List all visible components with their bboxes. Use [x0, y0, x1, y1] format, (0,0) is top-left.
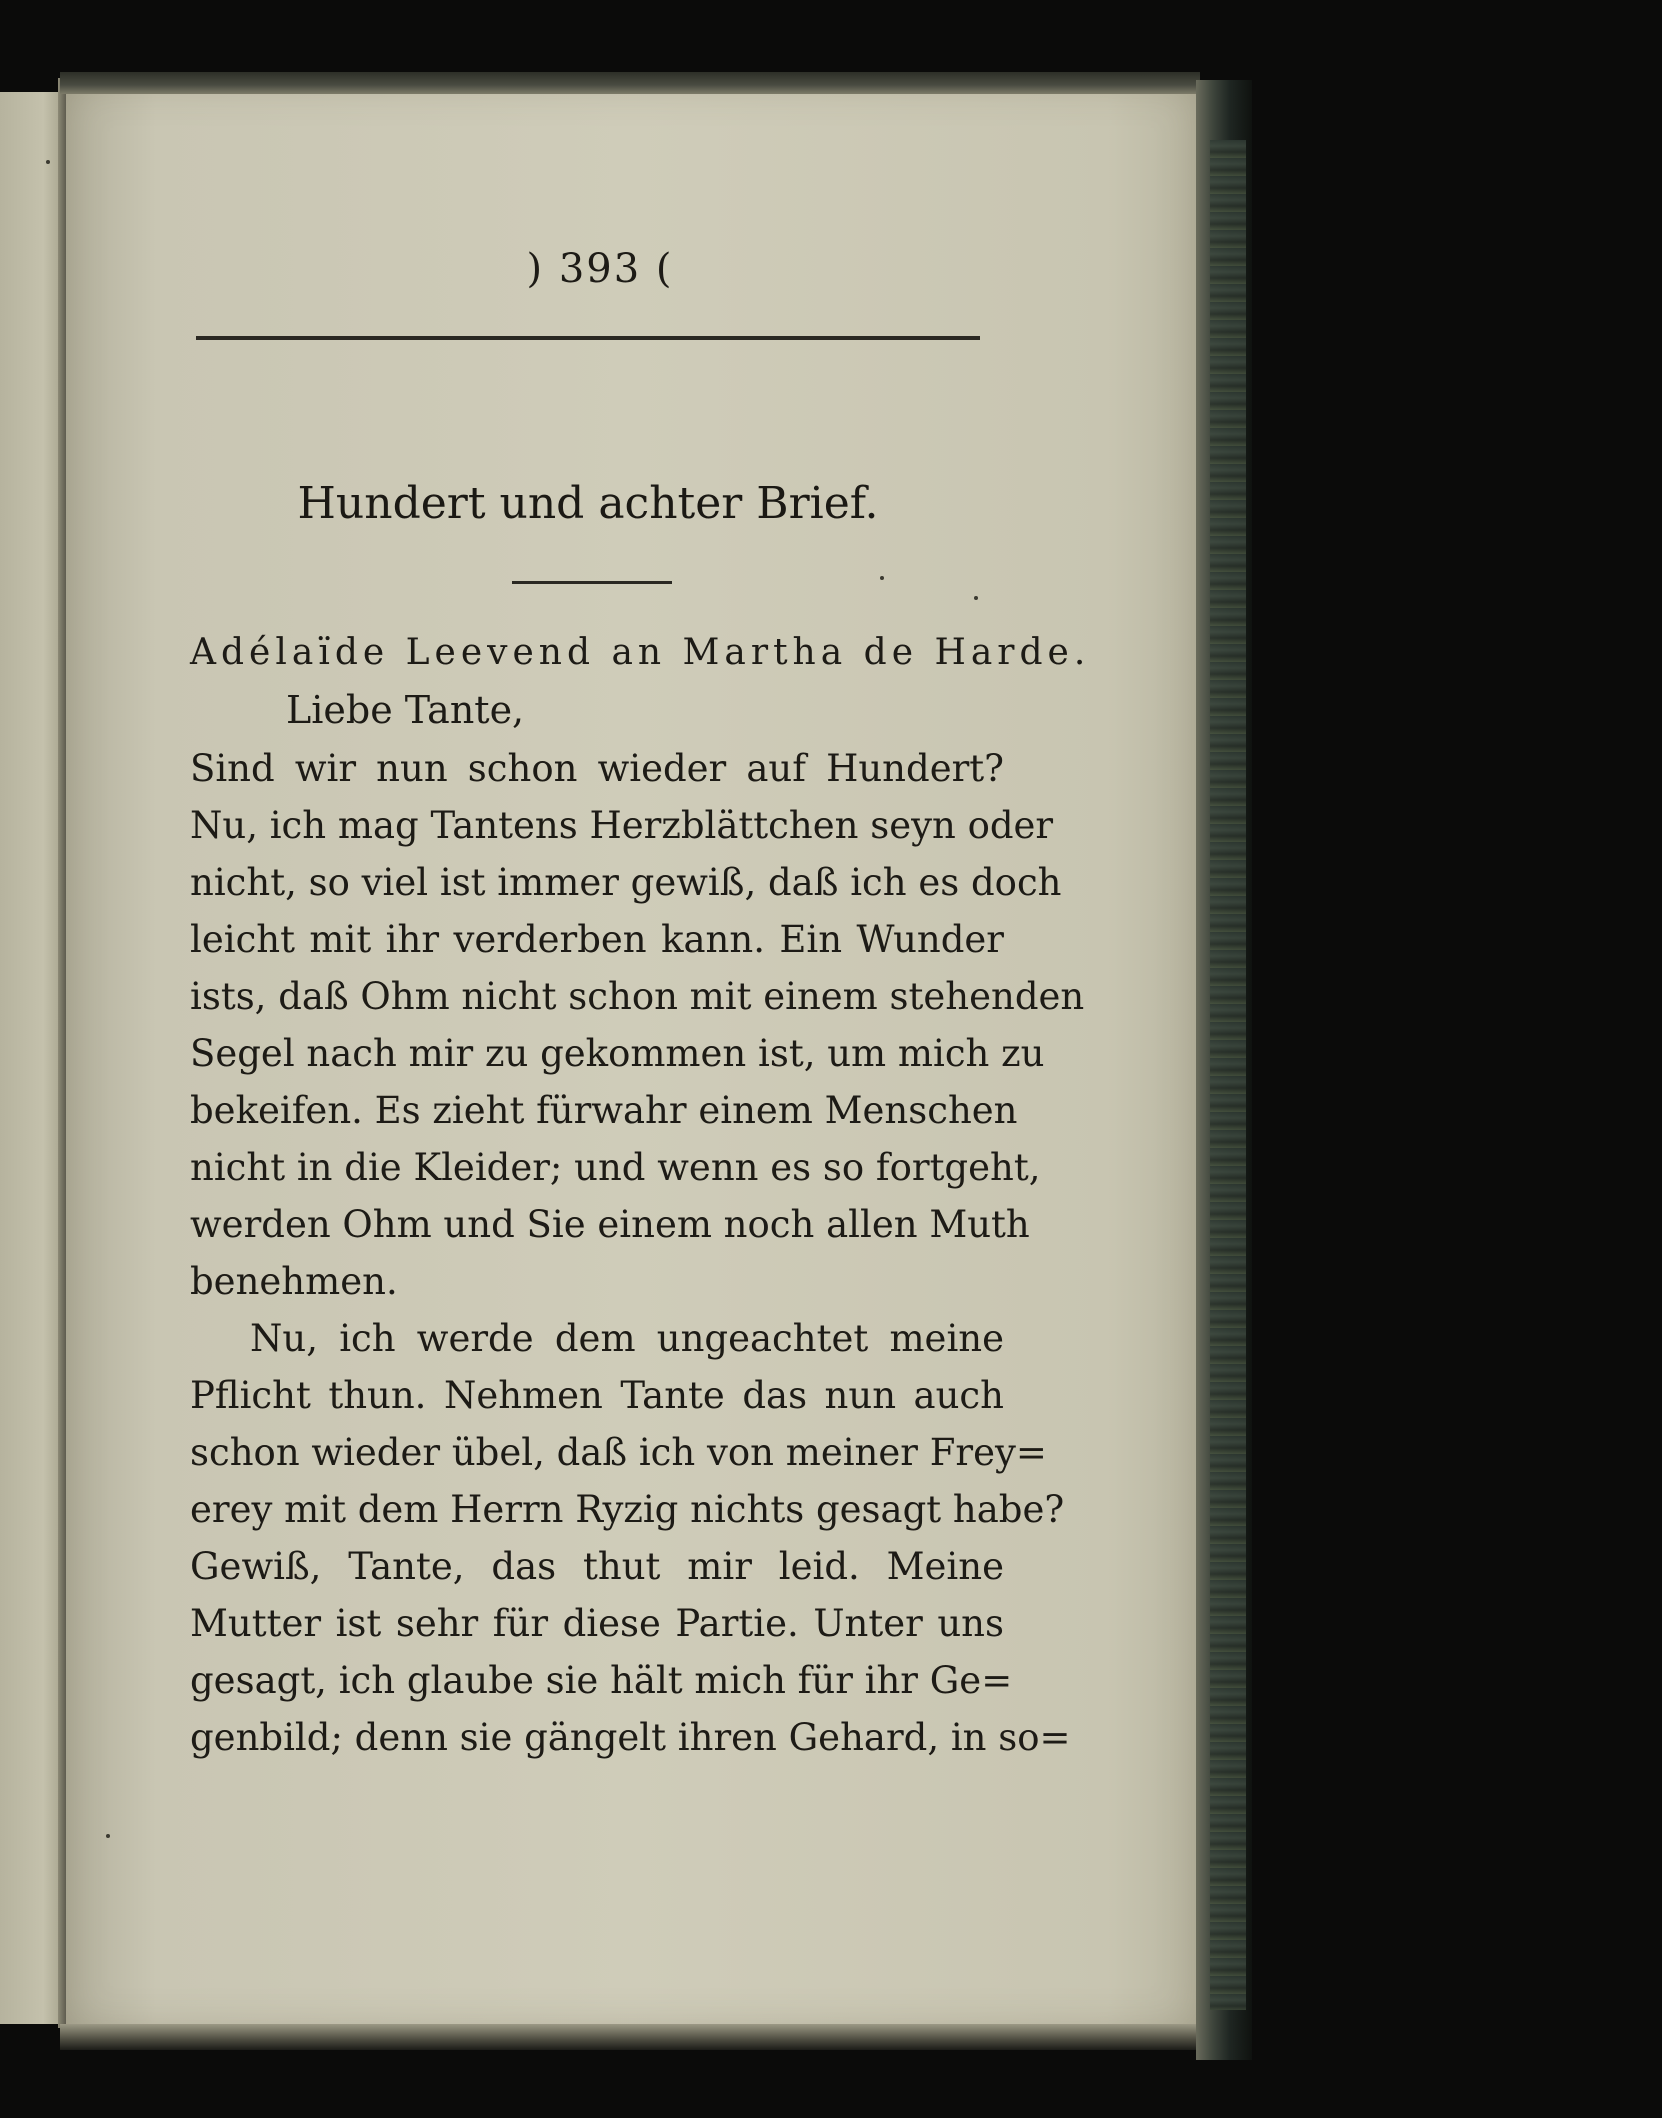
page-speck [46, 160, 50, 164]
page-speck [880, 576, 884, 580]
text-line: genbild; denn sie gängelt ihren Gehard, in so= [190, 1716, 1071, 1759]
letter-body [190, 740, 1085, 1766]
text-line: nicht in die Kleider; und wenn es so fortgeht, [190, 1146, 1041, 1189]
text-line: benehmen. [190, 1260, 398, 1303]
text-line: schon wieder übel, daß ich von meiner Frey= [190, 1431, 1047, 1474]
text-line: erey mit dem Herrn Ryzig nichts gesagt habe? [190, 1488, 1065, 1531]
page-speck [106, 1834, 110, 1838]
text-line: Nu, ich werde dem ungeachtet meine [250, 1317, 1004, 1360]
text-line: Gewiß, Tante, das thut mir leid. Meine [190, 1545, 1004, 1588]
letter-salutation: Liebe Tante, [286, 688, 525, 732]
text-line: gesagt, ich glaube sie hält mich für ihr Ge= [190, 1659, 1013, 1702]
text-line: Pflicht thun. Nehmen Tante das nun auch [190, 1374, 1004, 1417]
text-line: ists, daß Ohm nicht schon mit einem stehenden [190, 975, 1085, 1018]
page-speck [974, 596, 978, 600]
header-rule [196, 336, 980, 340]
text-line: werden Ohm und Sie einem noch allen Muth [190, 1203, 1030, 1246]
letter-from-to: Adélaïde Leevend an Martha de Harde. [190, 632, 1091, 673]
title-rule [512, 581, 672, 584]
text-line: Segel nach mir zu gekommen ist, um mich zu [190, 1032, 1045, 1075]
cover-board-texture [1210, 140, 1246, 2010]
text-line: Sind wir nun schon wieder auf Hundert? [190, 747, 1004, 790]
page-number: ) 393 ( [526, 246, 674, 292]
page-bottom-edge [60, 2024, 1200, 2050]
previous-page-edge [0, 92, 62, 2024]
text-line: nicht, so viel ist immer gewiß, daß ich es doch [190, 861, 1062, 904]
text-line: Mutter ist sehr für diese Partie. Unter uns [190, 1602, 1004, 1645]
text-line: bekeifen. Es zieht fürwahr einem Menschen [190, 1089, 1018, 1132]
text-line: Nu, ich mag Tantens Herzblättchen seyn oder [190, 804, 1054, 847]
text-line: leicht mit ihr verderben kann. Ein Wunder [190, 918, 1004, 961]
page-top-edge [60, 72, 1200, 94]
letter-title: Hundert und achter Brief. [297, 478, 879, 529]
